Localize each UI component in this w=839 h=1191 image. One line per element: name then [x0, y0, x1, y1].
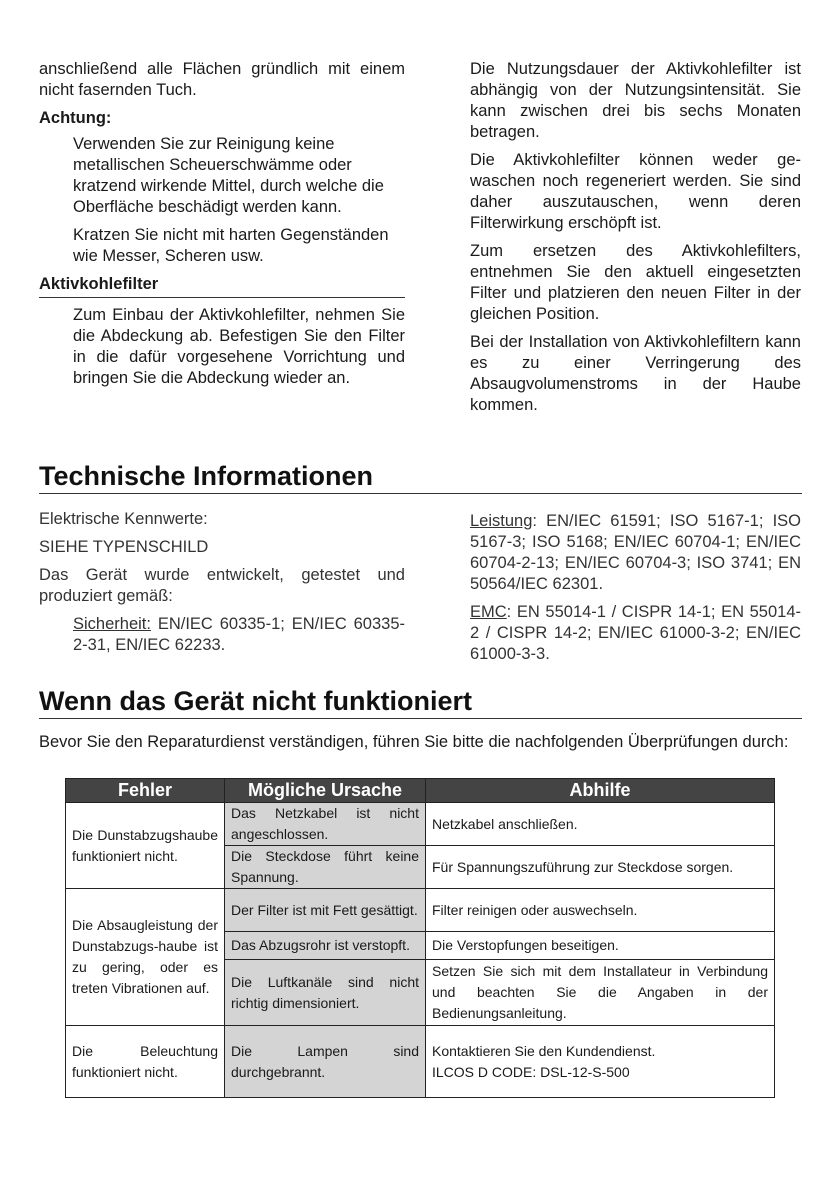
carbon-filter-heading: Aktivkohlefilter	[39, 274, 405, 298]
emc-value: : EN 55014-1 / CISPR 14-1; EN 55014-2 / CISPR 14-2; EN/IEC 61000-3-2; EN/IEC 61000-3-3.	[470, 603, 801, 663]
remedy-contact-text: Kontaktieren Sie den Kundendienst.	[432, 1042, 656, 1059]
cause-cell: Das Netzkabel ist nicht angeschlossen.	[225, 803, 426, 846]
safety-standards	[73, 614, 405, 656]
carbon-filter-install-text: Zum Einbau der Aktivkohlefilter, nehmen Sie die Abdeckung ab. Befestigen Sie den Filter in die dafür vorgesehene Vorrichtung und bringen Sie die Abdeckung wieder an.	[73, 306, 405, 387]
warning-scourer-text: Verwenden Sie zur Reinigung keine metallischen Scheuerschwämme oder kratzend wirkende Mittel, durch welche die Oberfläche beschädigt werden kann.	[73, 135, 384, 216]
warning-heading: Achtung:	[39, 109, 112, 127]
left-column	[39, 59, 405, 396]
emc-label: EMC	[470, 603, 507, 621]
cause-cell: Die Luftkanäle sind nicht richtig dimensioniert.	[225, 960, 426, 1026]
electrical-values-label: Elektrische Kennwerte:	[39, 510, 208, 528]
cause-cell: Die Steckdose führt keine Spannung.	[225, 846, 426, 889]
troubleshooting-title: Wenn das Gerät nicht funktioniert	[39, 685, 802, 719]
remedy-cell: Setzen Sie sich mit dem Installateur in Verbindung und beachten Sie die Angaben in der Bedienungsanleitung.	[426, 960, 775, 1026]
performance-label: Leistung	[470, 512, 533, 530]
remedy-cell: Für Spannungszuführung zur Steckdose sorgen.	[426, 846, 775, 889]
filter-install-note-text: Bei der Installation von Aktivkohlefiltern kann es zu einer Verringerung des Absaugvolumenstroms in der Haube kommen.	[470, 333, 801, 414]
remedy-cell: Netzkabel anschließen.	[426, 803, 775, 846]
troubleshooting-intro: Bevor Sie den Reparaturdienst verständigen, führen Sie bitte die nachfolgenden Überprüfungen durch:	[39, 733, 789, 751]
ilcos-code-text: ILCOS D CODE: DSL-12-S-500	[432, 1063, 630, 1080]
header-cause: Mögliche Ursache	[225, 779, 426, 803]
standards-intro-text: Das Gerät wurde entwickelt, getestet und produziert gemäß:	[39, 566, 405, 605]
table-row	[66, 803, 775, 846]
table-header-row	[66, 779, 775, 803]
filter-lifetime-text: Die Nutzungsdauer der Aktivkohlefilter ist abhängig von der Nutzungsintensität. Sie kann zwischen drei bis sechs Monaten betragen.	[470, 60, 801, 141]
tech-info-title: Technische Informationen	[39, 460, 802, 494]
table-row	[66, 1026, 775, 1098]
filter-replace-text: Zum ersetzen des Aktivkohlefilters, entnehmen Sie den aktuell eingesetzten Filter und platzieren den neuen Filter in der gleichen Position.	[470, 242, 801, 323]
troubleshooting-table	[65, 778, 775, 1098]
warning-scratch-text: Kratzen Sie nicht mit harten Gegenständen wie Messer, Scheren usw.	[73, 226, 389, 265]
safety-value: EN/IEC 60335-1; EN/IEC 60335-2-31, EN/IEC 62233.	[73, 615, 405, 654]
remedy-cell: Filter reinigen oder auswechseln.	[426, 889, 775, 932]
emc-standards	[470, 602, 801, 665]
header-fault: Fehler	[66, 779, 225, 803]
cause-cell: Die Lampen sind durchgebrannt.	[225, 1026, 426, 1098]
table-row	[66, 889, 775, 932]
filter-wash-text: Die Aktivkohlefilter können weder ge-waschen noch regeneriert werden. Sie sind daher auszutauschen, wenn deren Filterwirkung erschöpft ist.	[470, 151, 801, 232]
tech-right-column	[470, 511, 801, 672]
remedy-cell	[426, 1026, 775, 1098]
fault-cell: Die Dunstabzugshaube funktioniert nicht.	[66, 803, 225, 889]
cleaning-intro-text: anschließend alle Flächen gründlich mit einem nicht fasernden Tuch.	[39, 60, 405, 99]
fault-cell: Die Absaugleistung der Dunstabzugs-haube ist zu gering, oder es treten Vibrationen auf.	[66, 889, 225, 1026]
safety-label: Sicherheit:	[73, 615, 151, 633]
cause-cell: Das Abzugsrohr ist verstopft.	[225, 932, 426, 960]
performance-value: : EN/IEC 61591; ISO 5167-1; ISO 5167-3; ISO 5168; EN/IEC 60704-1; EN/IEC 60704-2-13; EN/IEC 60704-3; ISO 3741; EN 50564/IEC 62301.	[470, 512, 801, 593]
fault-cell: Die Beleuchtung funktioniert nicht.	[66, 1026, 225, 1098]
tech-left-column	[39, 509, 405, 663]
header-remedy: Abhilfe	[426, 779, 775, 803]
cause-cell: Der Filter ist mit Fett gesättigt.	[225, 889, 426, 932]
performance-standards	[470, 511, 801, 595]
right-column	[470, 59, 801, 423]
remedy-cell: Die Verstopfungen beseitigen.	[426, 932, 775, 960]
type-plate-text: SIEHE TYPENSCHILD	[39, 538, 209, 556]
